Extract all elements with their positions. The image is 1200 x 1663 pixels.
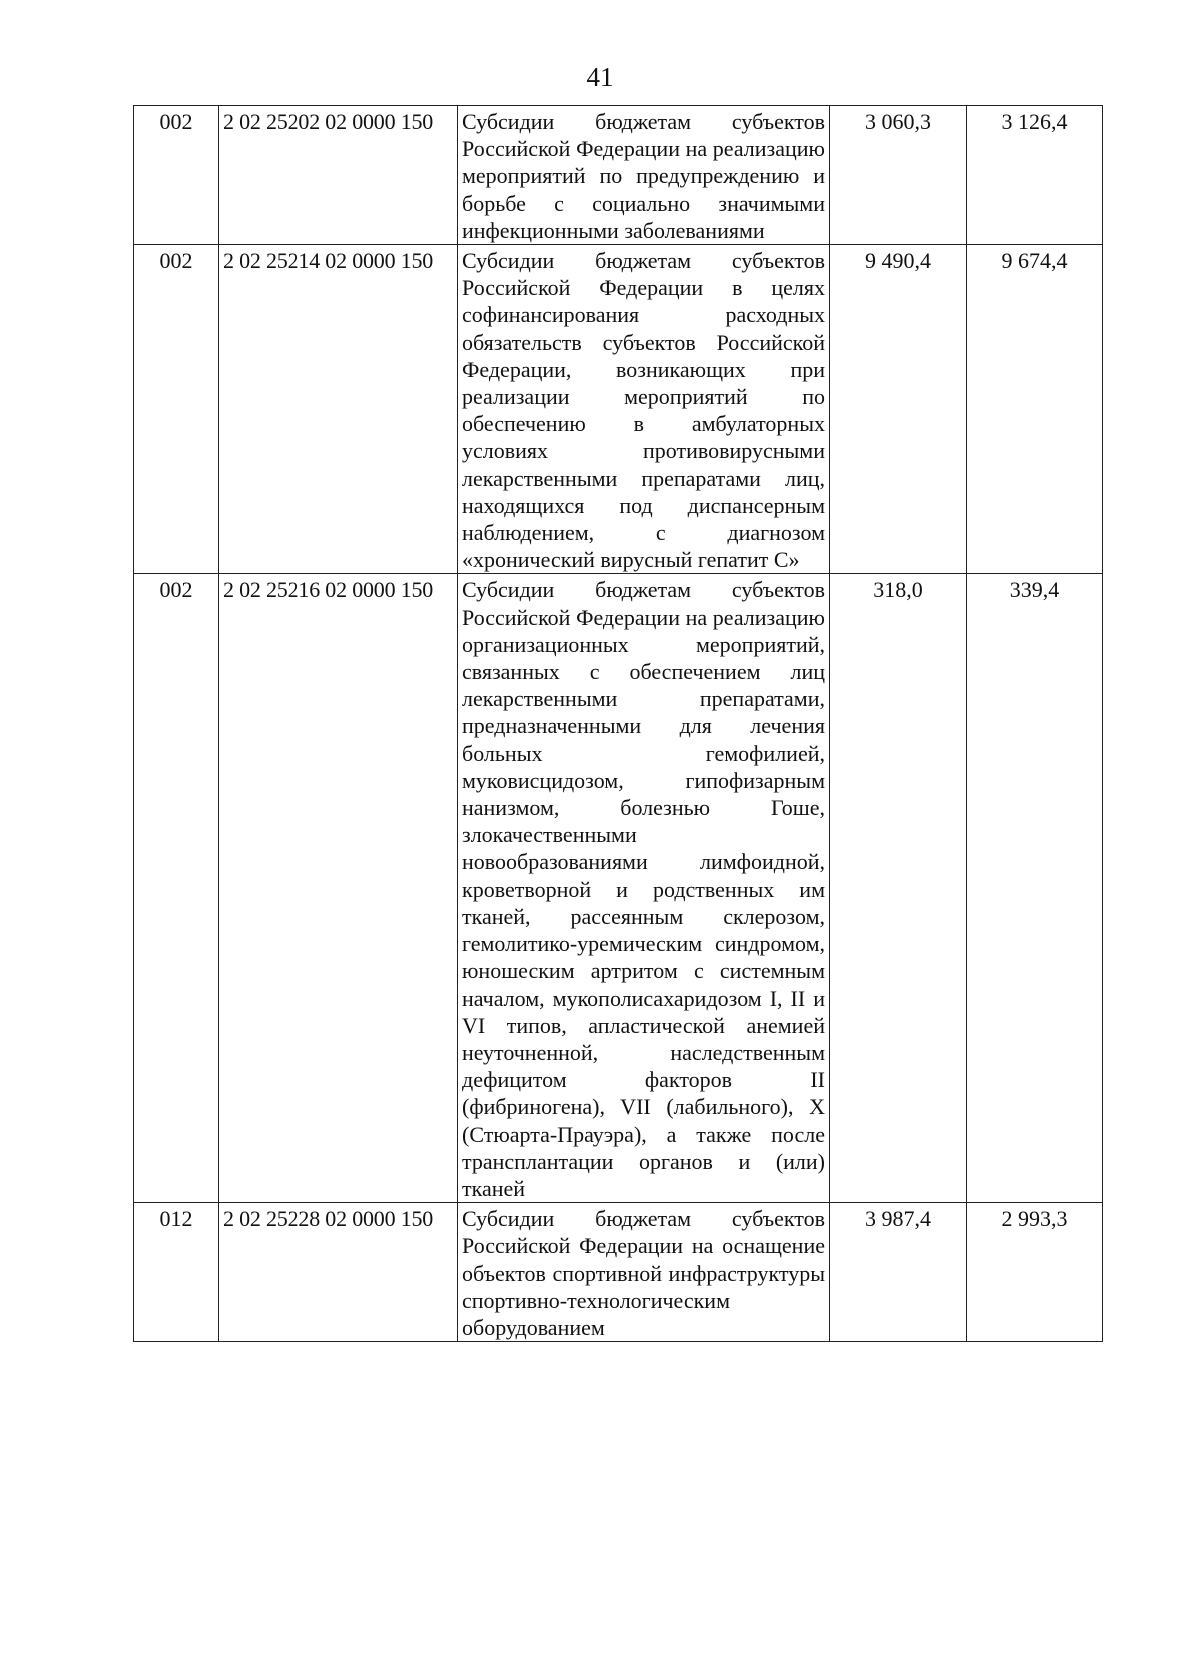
amount-year-1-cell: 3 060,3 [830,106,967,245]
amount-year-2-cell: 2 993,3 [967,1203,1103,1342]
admin-code-cell: 012 [134,1203,219,1342]
amount-year-2-cell: 339,4 [967,574,1103,1203]
amount-year-1-cell: 9 490,4 [830,245,967,574]
page-number: 41 [586,62,614,92]
table-row [134,574,1103,1203]
admin-code-cell: 002 [134,106,219,245]
budget-code-cell: 2 02 25228 02 0000 150 [219,1203,458,1342]
table-row [134,1203,1103,1342]
description-cell: Субсидии бюджетам субъектов Российской Федерации в целях софинансирования расходных обязательств субъектов Российской Федерации, возникающих при реализации мероприятий по обеспечению в амбулаторных условиях противовирусными лекарственными препаратами лиц, находящихся под диспансерным наблюдением, с диагнозом «хронический вирусный гепатит С» [458,245,830,574]
table-row [134,106,1103,245]
amount-year-2-cell: 3 126,4 [967,106,1103,245]
admin-code-cell: 002 [134,245,219,574]
budget-code-cell: 2 02 25216 02 0000 150 [219,574,458,1203]
amount-year-1-cell: 318,0 [830,574,967,1203]
table-row [134,245,1103,574]
description-cell: Субсидии бюджетам субъектов Российской Федерации на оснащение объектов спортивной инфраструктуры спортивно-технологическим оборудованием [458,1203,830,1342]
amount-year-1-cell: 3 987,4 [830,1203,967,1342]
budget-code-cell: 2 02 25202 02 0000 150 [219,106,458,245]
budget-table [133,105,1103,1342]
description-cell: Субсидии бюджетам субъектов Российской Федерации на реализацию мероприятий по предупреждению и борьбе с социально значимыми инфекционными заболеваниями [458,106,830,245]
admin-code-cell: 002 [134,574,219,1203]
budget-code-cell: 2 02 25214 02 0000 150 [219,245,458,574]
amount-year-2-cell: 9 674,4 [967,245,1103,574]
description-cell: Субсидии бюджетам субъектов Российской Федерации на реализацию организационных мероприятий, связанных с обеспечением лиц лекарственными препаратами, предназначенными для лечения больных гемофилией, муковисцидозом, гипофизарным нанизмом, болезнью Гоше, злокачественными новообразованиями лимфоидной, кроветворной и родственных им тканей, рассеянным склерозом, гемолитико-уремическим синдромом, юношеским артритом с системным началом, мукополисахаридозом I, II и VI типов, апластической анемией неуточненной, наследственным дефицитом факторов II (фибриногена), VII (лабильного), X (Стюарта-Прауэра), а также после трансплантации органов и (или) тканей [458,574,830,1203]
